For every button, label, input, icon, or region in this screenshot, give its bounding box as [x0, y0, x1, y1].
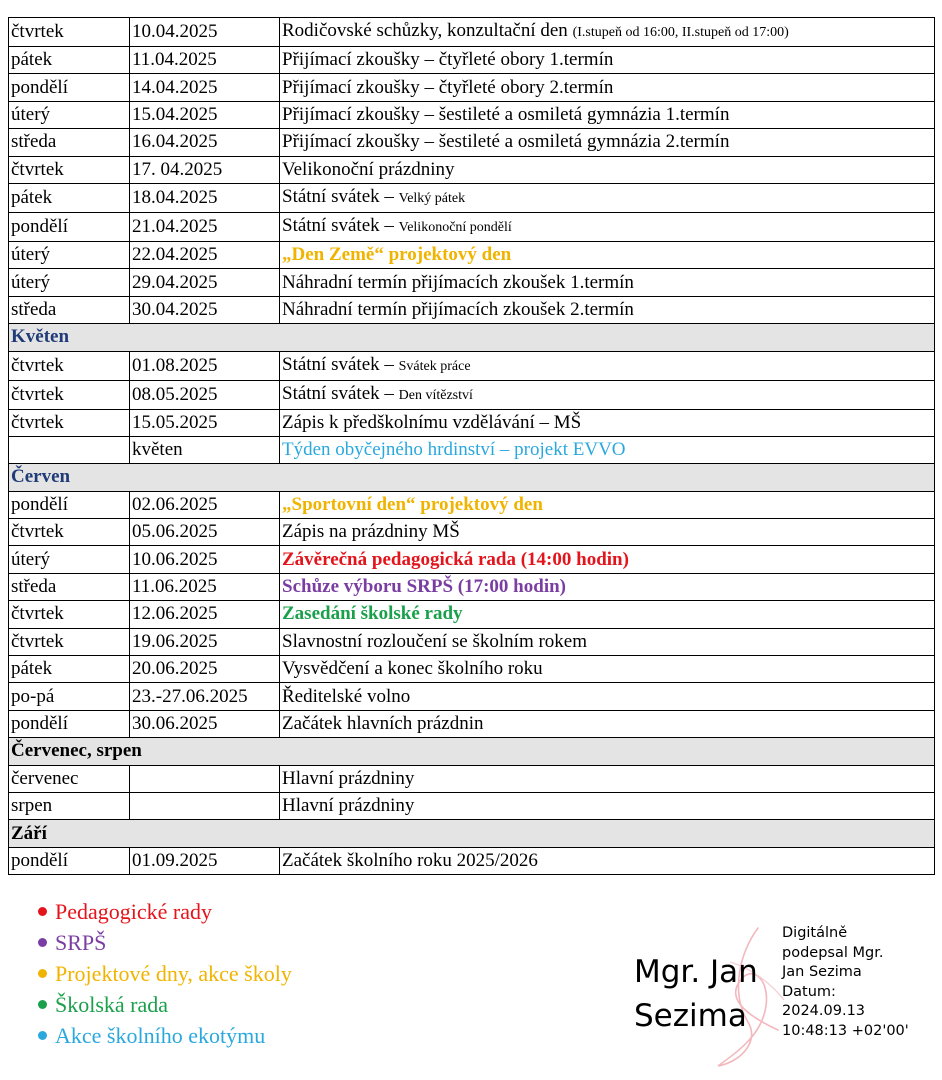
day-cell: pátek	[9, 183, 130, 212]
event-note: Velký pátek	[398, 190, 466, 206]
section-title: Červenec, srpen	[9, 738, 935, 765]
date-cell: 10.06.2025	[130, 546, 280, 573]
day-cell: pondělí	[9, 74, 130, 101]
day-cell: čtvrtek	[9, 601, 130, 628]
legend-item	[38, 927, 292, 958]
table-row	[9, 212, 935, 241]
date-cell: 19.06.2025	[130, 628, 280, 655]
date-cell: 10.04.2025	[130, 18, 280, 47]
table-row	[9, 409, 935, 436]
event-cell	[280, 546, 935, 573]
event-cell	[280, 409, 935, 436]
day-cell: pátek	[9, 47, 130, 74]
table-row	[9, 183, 935, 212]
table-row	[9, 710, 935, 737]
date-cell: 14.04.2025	[130, 74, 280, 101]
date-cell: 16.04.2025	[130, 129, 280, 156]
date-cell: 08.05.2025	[130, 380, 280, 409]
table-row	[9, 241, 935, 268]
event-note: Den vítězství	[398, 387, 473, 403]
date-cell: 02.06.2025	[130, 491, 280, 518]
table-row	[9, 351, 935, 380]
bullet-dot-icon	[38, 1000, 47, 1009]
day-cell: úterý	[9, 101, 130, 128]
event-text: Státní svátek –	[282, 214, 394, 236]
event-text: Přijímací zkoušky – čtyřleté obory 2.termín	[282, 76, 614, 98]
event-text: Přijímací zkoušky – šestileté a osmiletá gymnázia 1.termín	[282, 103, 730, 125]
event-text: Zasedání školské rady	[282, 603, 463, 625]
table-row	[9, 792, 935, 819]
event-cell	[280, 183, 935, 212]
date-cell: 17. 04.2025	[130, 156, 280, 183]
table-row	[9, 519, 935, 546]
day-cell: pátek	[9, 656, 130, 683]
color-legend	[38, 896, 292, 1051]
event-text: Rodičovské schůzky, konzultační den	[282, 20, 568, 41]
event-text: „Den Země“ projektový den	[282, 244, 512, 266]
event-cell	[280, 656, 935, 683]
event-text: Začátek hlavních prázdnin	[282, 713, 484, 734]
section-title: Září	[9, 820, 935, 847]
table-row	[9, 573, 935, 600]
section-header-row	[9, 464, 935, 491]
event-text: Týden obyčejného hrdinství – projekt EVVO	[282, 439, 626, 461]
legend-label: Projektové dny, akce školy	[55, 961, 292, 986]
day-cell: středa	[9, 129, 130, 156]
event-cell	[280, 241, 935, 268]
date-cell: 12.06.2025	[130, 601, 280, 628]
day-cell: čtvrtek	[9, 409, 130, 436]
event-text: Přijímací zkoušky – šestileté a osmiletá gymnázia 2.termín	[282, 131, 730, 153]
table-row	[9, 156, 935, 183]
event-cell	[280, 683, 935, 710]
event-cell	[280, 351, 935, 380]
event-cell	[280, 710, 935, 737]
day-cell: čtvrtek	[9, 351, 130, 380]
date-cell: 01.08.2025	[130, 351, 280, 380]
day-cell: po-pá	[9, 683, 130, 710]
bullet-dot-icon	[38, 1031, 47, 1040]
event-text: Slavnostní rozloučení se školním rokem	[282, 630, 588, 652]
date-cell: 30.06.2025	[130, 710, 280, 737]
event-text: Náhradní termín přijímacích zkoušek 1.termín	[282, 271, 634, 293]
event-cell	[280, 156, 935, 183]
date-cell	[130, 765, 280, 792]
legend-item	[38, 989, 292, 1020]
event-text: Státní svátek –	[282, 382, 394, 404]
date-cell: 20.06.2025	[130, 656, 280, 683]
event-cell	[280, 380, 935, 409]
day-cell: čtvrtek	[9, 628, 130, 655]
date-cell: květen	[130, 436, 280, 463]
event-cell	[280, 765, 935, 792]
table-row	[9, 656, 935, 683]
legend-label: Pedagogické rady	[55, 899, 212, 924]
day-cell: pondělí	[9, 212, 130, 241]
day-cell: srpen	[9, 792, 130, 819]
day-cell: pondělí	[9, 710, 130, 737]
event-note: (I.stupeň od 16:00, II.stupeň od 17:00)	[572, 25, 789, 40]
event-text: Velikonoční prázdniny	[282, 158, 455, 180]
date-cell: 29.04.2025	[130, 269, 280, 296]
event-cell	[280, 74, 935, 101]
event-text: Státní svátek –	[282, 185, 394, 207]
date-cell: 30.04.2025	[130, 296, 280, 323]
table-row	[9, 847, 935, 874]
table-row	[9, 101, 935, 128]
bullet-dot-icon	[38, 938, 47, 947]
day-cell: čtvrtek	[9, 18, 130, 47]
event-cell	[280, 628, 935, 655]
event-text: Zápis k předškolnímu vzdělávání – MŠ	[282, 411, 582, 433]
day-cell: čtvrtek	[9, 519, 130, 546]
event-cell	[280, 519, 935, 546]
day-cell: čtvrtek	[9, 380, 130, 409]
day-cell: úterý	[9, 546, 130, 573]
event-text: Hlavní prázdniny	[282, 767, 415, 789]
event-cell	[280, 436, 935, 463]
table-row	[9, 18, 935, 47]
table-row	[9, 269, 935, 296]
event-text: Začátek školního roku 2025/2026	[282, 849, 538, 871]
event-cell	[280, 129, 935, 156]
day-cell: středa	[9, 296, 130, 323]
table-row	[9, 601, 935, 628]
date-cell: 18.04.2025	[130, 183, 280, 212]
event-cell	[280, 491, 935, 518]
day-cell: pondělí	[9, 847, 130, 874]
event-text: Hlavní prázdniny	[282, 795, 415, 817]
event-cell	[280, 792, 935, 819]
event-cell	[280, 573, 935, 600]
day-cell: středa	[9, 573, 130, 600]
calendar-body	[9, 18, 935, 875]
date-cell: 15.04.2025	[130, 101, 280, 128]
date-cell: 01.09.2025	[130, 847, 280, 874]
legend-item	[38, 896, 292, 927]
table-row	[9, 765, 935, 792]
table-row	[9, 491, 935, 518]
section-title: Červen	[9, 464, 935, 491]
legend-item	[38, 958, 292, 989]
date-cell: 11.06.2025	[130, 573, 280, 600]
event-cell	[280, 269, 935, 296]
table-row	[9, 129, 935, 156]
table-row	[9, 296, 935, 323]
legend-label: Akce školního ekotýmu	[55, 1023, 266, 1048]
day-cell: úterý	[9, 269, 130, 296]
date-cell: 15.05.2025	[130, 409, 280, 436]
signature-details: Digitálně podepsal Mgr. Jan Sezima Datum: 2024.09.13 10:48:13 +02'00'	[782, 925, 909, 1039]
day-cell: pondělí	[9, 491, 130, 518]
event-cell	[280, 47, 935, 74]
date-cell: 11.04.2025	[130, 47, 280, 74]
event-text: Ředitelské volno	[282, 685, 411, 707]
section-header-row	[9, 324, 935, 351]
day-cell: čtvrtek	[9, 156, 130, 183]
event-text: Vysvědčení a konec školního roku	[282, 658, 543, 680]
legend-label: SRPŠ	[55, 930, 107, 955]
legend-label: Školská rada	[55, 992, 169, 1017]
school-calendar-table	[8, 17, 935, 875]
legend-item	[38, 1020, 292, 1051]
event-text: Schůze výboru SRPŠ (17:00 hodin)	[282, 576, 566, 598]
event-text: Státní svátek –	[282, 353, 394, 375]
event-text: Zápis na prázdniny MŠ	[282, 521, 460, 543]
section-header-row	[9, 820, 935, 847]
table-row	[9, 546, 935, 573]
event-cell	[280, 18, 935, 47]
bullet-dot-icon	[38, 969, 47, 978]
day-cell: úterý	[9, 241, 130, 268]
digital-signature	[630, 920, 930, 1070]
event-text: „Sportovní den“ projektový den	[282, 493, 543, 515]
event-text: Závěrečná pedagogická rada (14:00 hodin)	[282, 548, 629, 570]
event-note: Velikonoční pondělí	[398, 219, 512, 235]
event-text: Přijímací zkoušky – čtyřleté obory 1.termín	[282, 49, 614, 71]
table-row	[9, 436, 935, 463]
event-cell	[280, 847, 935, 874]
day-cell	[9, 436, 130, 463]
date-cell	[130, 792, 280, 819]
event-cell	[280, 212, 935, 241]
date-cell: 23.-27.06.2025	[130, 683, 280, 710]
date-cell: 22.04.2025	[130, 241, 280, 268]
table-row	[9, 74, 935, 101]
day-cell: červenec	[9, 765, 130, 792]
event-text: Náhradní termín přijímacích zkoušek 2.termín	[282, 298, 634, 320]
signature-name: Mgr. Jan Sezima	[634, 954, 758, 1034]
section-header-row	[9, 738, 935, 765]
event-cell	[280, 101, 935, 128]
table-row	[9, 380, 935, 409]
bullet-dot-icon	[38, 907, 47, 916]
event-note: Svátek práce	[398, 358, 471, 374]
date-cell: 05.06.2025	[130, 519, 280, 546]
date-cell: 21.04.2025	[130, 212, 280, 241]
table-row	[9, 683, 935, 710]
event-cell	[280, 296, 935, 323]
table-row	[9, 47, 935, 74]
table-row	[9, 628, 935, 655]
section-title: Květen	[9, 324, 935, 351]
event-cell	[280, 601, 935, 628]
